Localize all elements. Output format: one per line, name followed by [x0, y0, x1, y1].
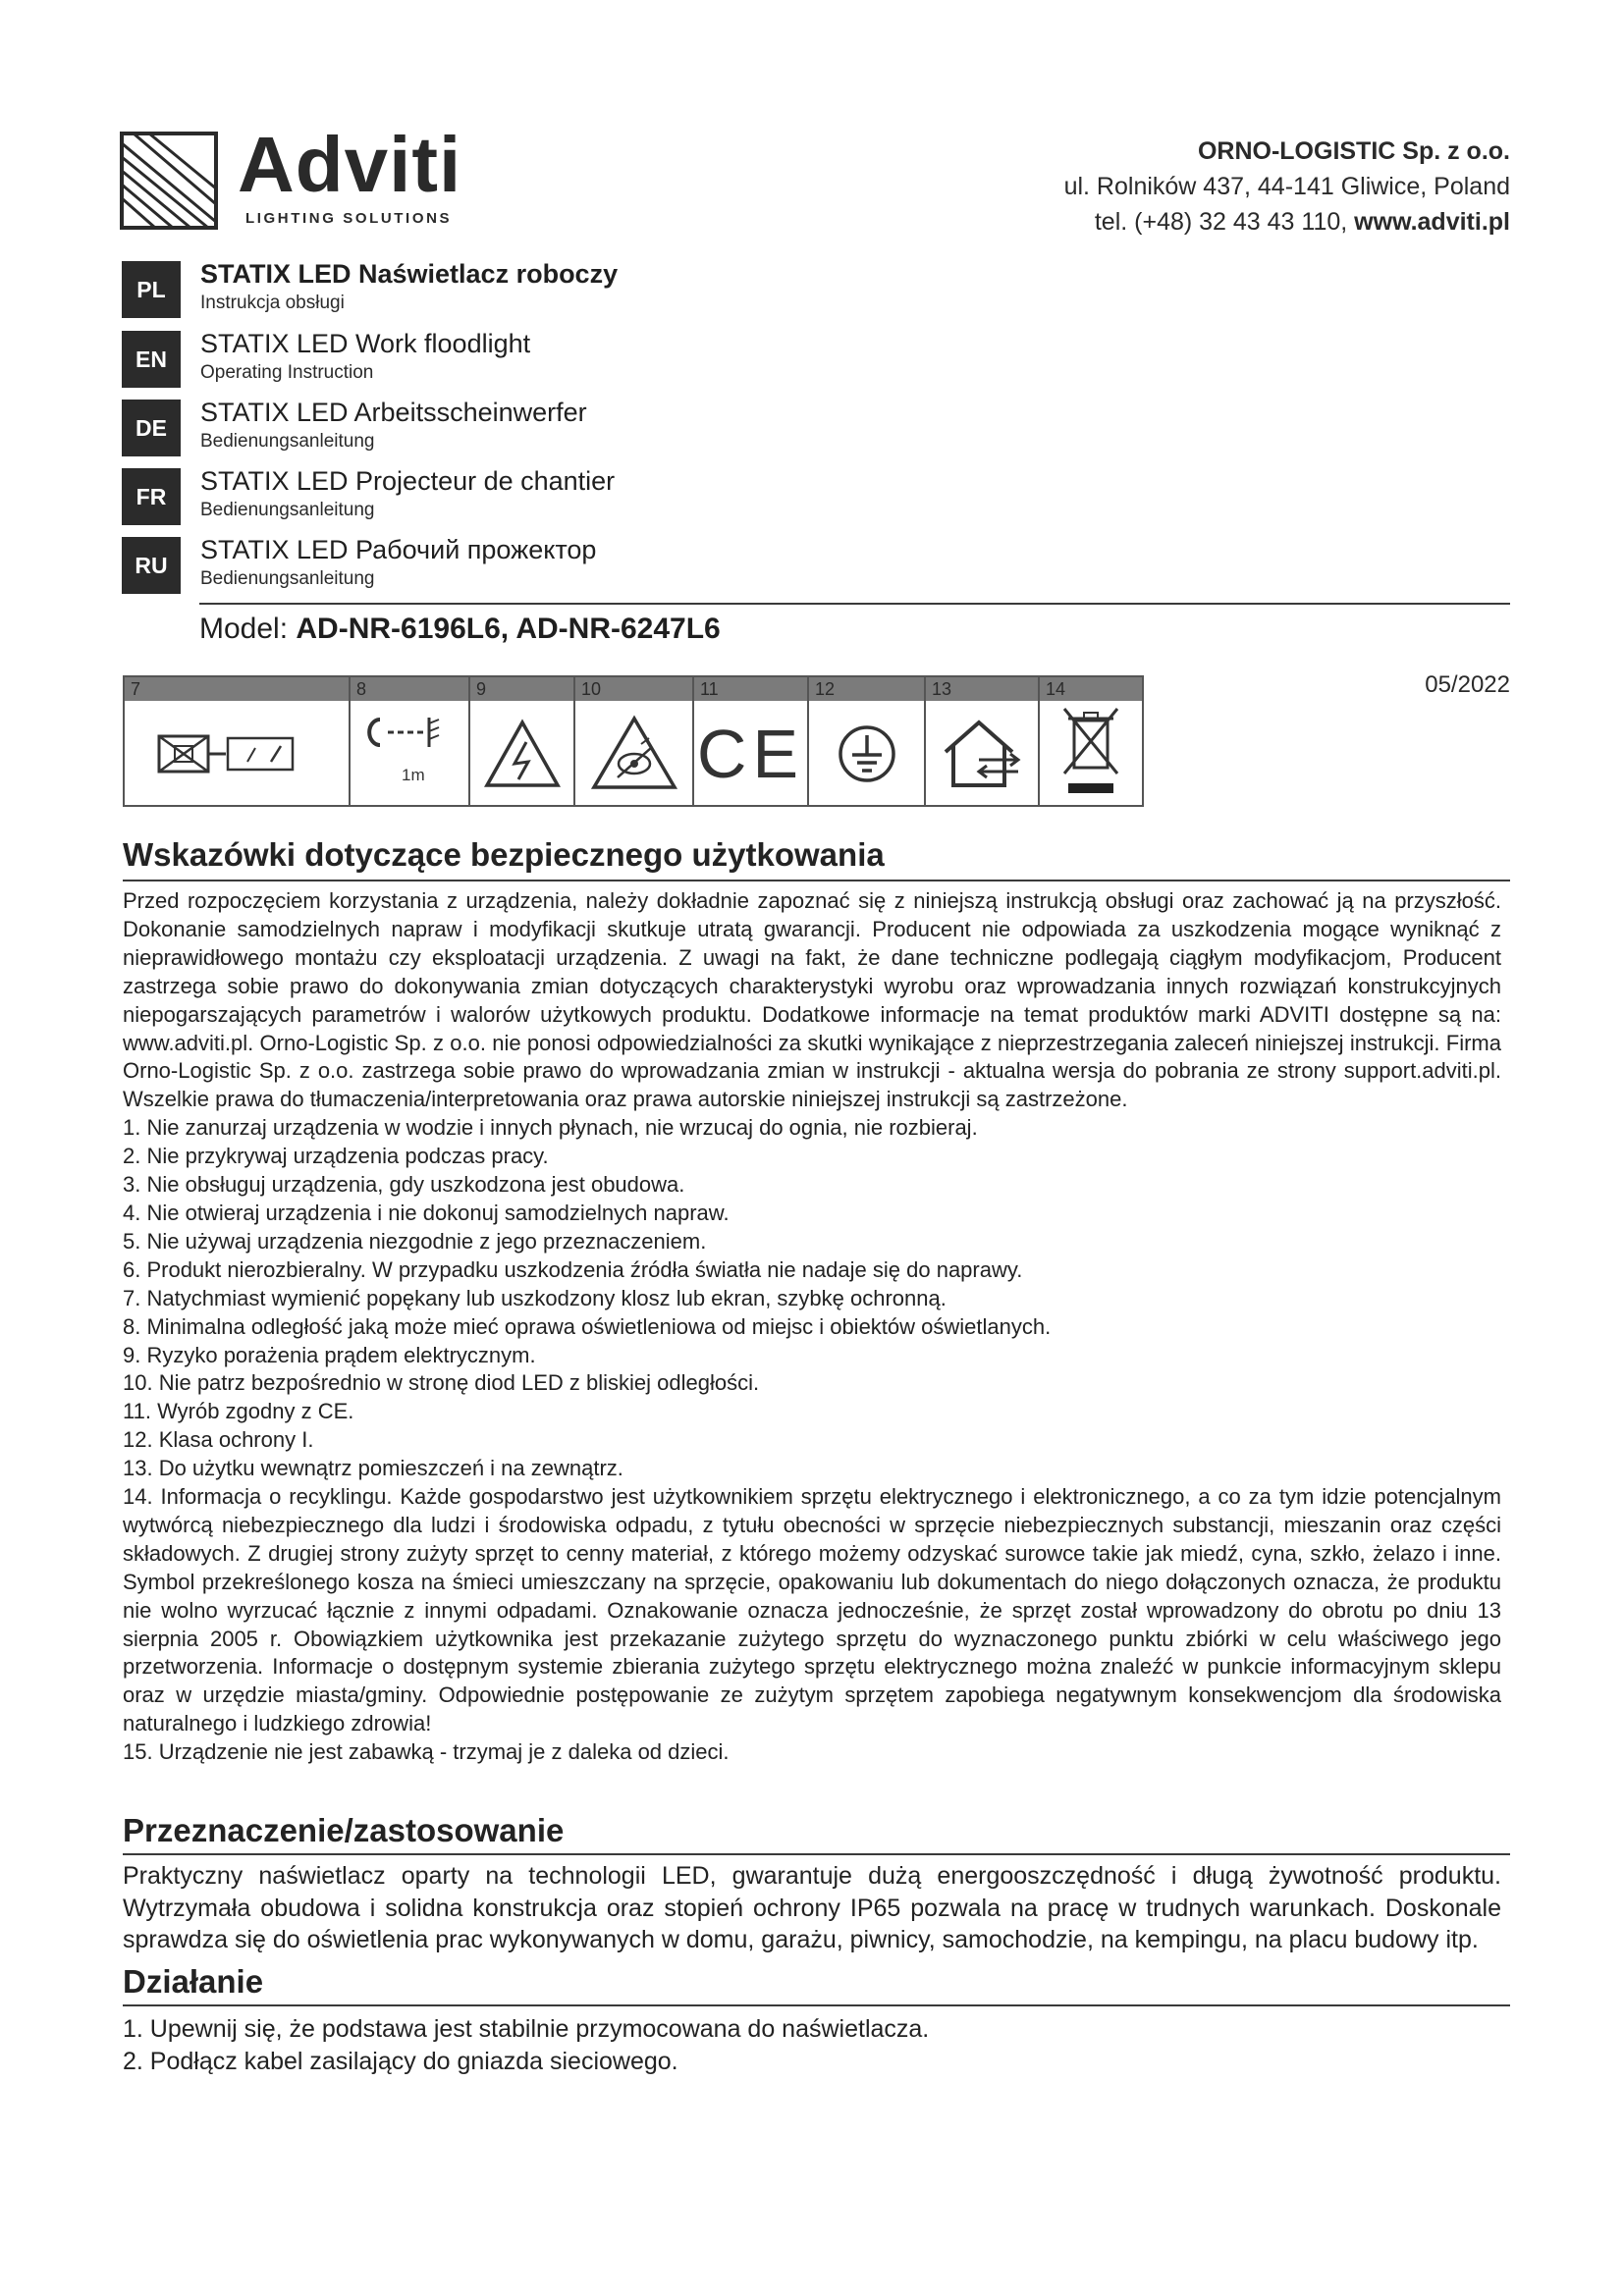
section-heading: Wskazówki dotyczące bezpiecznego użytkowania — [123, 836, 885, 873]
symbol-number: 9 — [470, 677, 573, 701]
list-item: 7. Natychmiast wymienić popękany lub uszkodzony klosz lub ekran, szybkę ochronną. — [123, 1285, 947, 1310]
document-date: 05/2022 — [1425, 671, 1510, 698]
list-item: 1. Upewnij się, że podstawa jest stabilnie przymocowana do naświetlacza. — [123, 2015, 930, 2043]
company-website[interactable]: www.adviti.pl — [1354, 208, 1510, 236]
section-heading: Działanie — [123, 1963, 264, 2000]
operation-heading-block — [123, 1963, 263, 2001]
list-item: 3. Nie obsługuj urządzenia, gdy uszkodzona jest obudowa. — [123, 1172, 685, 1198]
brand-name: Adviti — [238, 121, 462, 208]
list-item: 10. Nie patrz bezpośrednio w stronę diod LED z bliskiej odległości. — [123, 1370, 760, 1396]
company-name: ORNO-LOGISTIC Sp. z o.o. — [1197, 137, 1510, 165]
company-phone: tel. (+48) 32 43 43 110, — [1094, 208, 1348, 236]
list-item: 2. Nie przykrywaj urządzenia podczas pracy. — [123, 1144, 549, 1169]
symbol-cell — [1040, 677, 1142, 805]
ce-mark-icon — [694, 703, 807, 805]
protection-class-i-icon — [809, 703, 924, 805]
language-badge: RU — [122, 537, 181, 594]
symbol-cell — [470, 677, 575, 805]
list-item: 14. Informacja o recyklingu. Każde gospodarstwo jest użytkownikiem sprzętu elektrycznego i elektronicznego, a co za tym idzie potencjalnym wytwórcą niebezpiecznego dla ludzi i środowiska odpadu, z tytułu obecności w sprzęcie niebezpiecznych substancji, mieszanin oraz części składowych. Z drugiej strony zużyty sprzęt to cenny materiał, z którego możemy odzyskać surowce takie jak miedź, cyna, szkło, żelazo i inne. Symbol przekreślonego kosza na śmieci umieszczany na sprzęcie, opakowaniu lub dokumentach do niego dołączonych oznacza, że produktu nie wolno wyrzucać łącznie z innymi odpadami. Oznakowanie oznacza jednocześnie, że sprzęt został wprowadzony do obrotu po dniu 13 sierpnia 2005 r. Obowiązkiem użytkownika jest przekazanie zużytego sprzętu do wyznaczonego punktu zbiórki w celu właściwego jego przetworzenia. Informacje o dostępnym systemie zbierania zużytego sprzętu elektrycznego można znaleźć w punkcie informacyjnym sklepu oraz w urzędzie miasta/gminy. Odpowiednie postępowanie ze zużytym sprzętem zapobiega negatywnym konsekwencjom dla środowiska naturalnego i ludzkiego zdrowia! — [123, 1484, 1501, 1736]
language-title: STATIX LED Work floodlight — [200, 329, 531, 358]
list-item: 1. Nie zanurzaj urządzenia w wodzie i innych płynach, nie wrzucaj do ognia, nie rozbieraj. — [123, 1115, 978, 1141]
safety-heading-block — [123, 836, 885, 874]
language-badge: DE — [122, 400, 181, 456]
language-title: STATIX LED Naświetlacz roboczy — [200, 259, 619, 289]
divider — [123, 880, 1510, 881]
language-row-en — [122, 331, 632, 392]
language-title: STATIX LED Arbeitsscheinwerfer — [200, 398, 587, 427]
company-info — [1064, 133, 1510, 240]
class-ii-mounting-icon — [125, 703, 349, 805]
safety-body — [123, 887, 1501, 1767]
ce-mark-text: CE — [696, 716, 805, 792]
list-item: 6. Produkt nierozbieralny. W przypadku uszkodzenia źródła światła nie nadaje się do naprawy. — [123, 1256, 1023, 1282]
purpose-heading-block — [123, 1812, 564, 1849]
language-badge: PL — [122, 261, 181, 318]
language-subtitle: Operating Instruction — [200, 362, 374, 383]
symbol-number: 14 — [1040, 677, 1142, 701]
divider — [123, 1853, 1510, 1855]
symbol-cell — [351, 677, 470, 805]
operation-body — [123, 2013, 1501, 2077]
list-item: 4. Nie otwieraj urządzenia i nie dokonuj samodzielnych napraw. — [123, 1200, 730, 1225]
symbol-number: 7 — [125, 677, 349, 701]
language-subtitle: Bedienungsanleitung — [200, 568, 375, 589]
list-item: 5. Nie używaj urządzenia niezgodnie z jego przeznaczeniem. — [123, 1228, 707, 1254]
electric-shock-warning-icon — [470, 703, 573, 805]
brand-tagline: LIGHTING SOLUTIONS — [245, 210, 453, 227]
do-not-stare-led-icon — [575, 703, 692, 805]
list-item: 2. Podłącz kabel zasilający do gniazda sieciowego. — [123, 2047, 678, 2075]
divider — [199, 603, 1510, 605]
model-label: Model: — [199, 613, 289, 645]
distance-1m-icon — [351, 703, 468, 805]
language-subtitle: Instrukcja obsługi — [200, 293, 345, 313]
list-item: 15. Urządzenie nie jest zabawką - trzymaj je z daleka od dzieci. — [123, 1739, 730, 1765]
model-value: AD-NR-6196L6, AD-NR-6247L6 — [296, 613, 721, 645]
language-badge: FR — [122, 468, 181, 525]
list-item: 12. Klasa ochrony I. — [123, 1427, 314, 1453]
list-item: 13. Do użytku wewnątrz pomieszczeń i na zewnątrz. — [123, 1456, 623, 1481]
language-row-de — [122, 400, 632, 460]
symbols-table — [123, 675, 1144, 807]
symbol-cell — [575, 677, 694, 805]
section-heading: Przeznaczenie/zastosowanie — [123, 1812, 565, 1848]
language-row-ru — [122, 537, 632, 598]
purpose-body — [123, 1860, 1501, 1956]
company-address: ul. Rolników 437, 44-141 Gliwice, Poland — [1063, 173, 1510, 200]
symbol-cell — [809, 677, 926, 805]
logo-mark-icon — [120, 132, 218, 230]
symbol-number: 12 — [809, 677, 924, 701]
weee-crossed-bin-icon — [1040, 703, 1142, 805]
list-item: 11. Wyrób zgodny z CE. — [123, 1399, 354, 1424]
language-title: STATIX LED Projecteur de chantier — [200, 466, 616, 496]
language-title: STATIX LED Рабочий прожектор — [200, 535, 597, 564]
distance-caption: 1m — [402, 766, 425, 784]
symbol-number: 8 — [351, 677, 468, 701]
divider — [123, 2004, 1510, 2006]
purpose-text: Praktyczny naświetlacz oparty na technologii LED, gwarantuje dużą energooszczędność i długą żywotność produktu. Wytrzymała obudowa i solidna konstrukcja oraz stopień ochrony IP65 pozwala na pracę w trudnych warunkach. Doskonale sprawdza się do oświetlenia prac wykonywanych w domu, garażu, piwnicy, samochodzie, na kempingu, na placu budowy itp. — [123, 1862, 1501, 1953]
safety-intro: Przed rozpoczęciem korzystania z urządzenia, należy dokładnie zapoznać się z niniejszą instrukcją obsługi oraz zachować ją na przyszłość. Dokonanie samodzielnych napraw i modyfikacji skutkuje utratą gwarancji. Producent nie odpowiada za uszkodzenia mogące wyniknąć z nieprawidłowego montażu czy eksploatacji urządzenia. Z uwagi na fakt, że dane techniczne podlegają ciągłym modyfikacjom, Producent zastrzega sobie prawo do dokonywania zmian dotyczących charakterystyki wyrobu oraz wprowadzania innych rozwiązań konstrukcyjnych niepogarszających parametrów i walorów użytkowych produktu. Dodatkowe informacje na temat produktów marki ADVITI dostępne są na: www.adviti.pl. Orno-Logistic Sp. z o.o. nie ponosi odpowiedzialności za skutki wynikające z nieprzestrzegania zaleceń niniejszej instrukcji. Firma Orno-Logistic Sp. z o.o. zastrzega sobie prawo do wprowadzania zmian w instrukcji - aktualna wersja do pobrania ze strony support.adviti.pl. Wszelkie prawa do tłumaczenia/interpretowania oraz prawa autorskie niniejszej instrukcji są zastrzeżone. — [123, 888, 1501, 1112]
symbol-number: 11 — [694, 677, 807, 701]
symbol-number: 10 — [575, 677, 692, 701]
symbol-cell — [926, 677, 1040, 805]
symbol-number: 13 — [926, 677, 1038, 701]
list-item: 9. Ryzyko porażenia prądem elektrycznym. — [123, 1342, 536, 1367]
language-row-fr — [122, 468, 632, 529]
symbol-cell — [125, 677, 351, 805]
list-item: 8. Minimalna odległość jaką może mieć oprawa oświetleniowa od miejsc i obiektów oświetlanych. — [123, 1313, 1052, 1339]
language-row-pl — [122, 261, 632, 322]
symbol-cell — [694, 677, 809, 805]
indoor-outdoor-icon — [926, 703, 1038, 805]
language-badge: EN — [122, 331, 181, 388]
model-line — [199, 613, 721, 646]
language-subtitle: Bedienungsanleitung — [200, 431, 375, 452]
language-subtitle: Bedienungsanleitung — [200, 500, 375, 520]
